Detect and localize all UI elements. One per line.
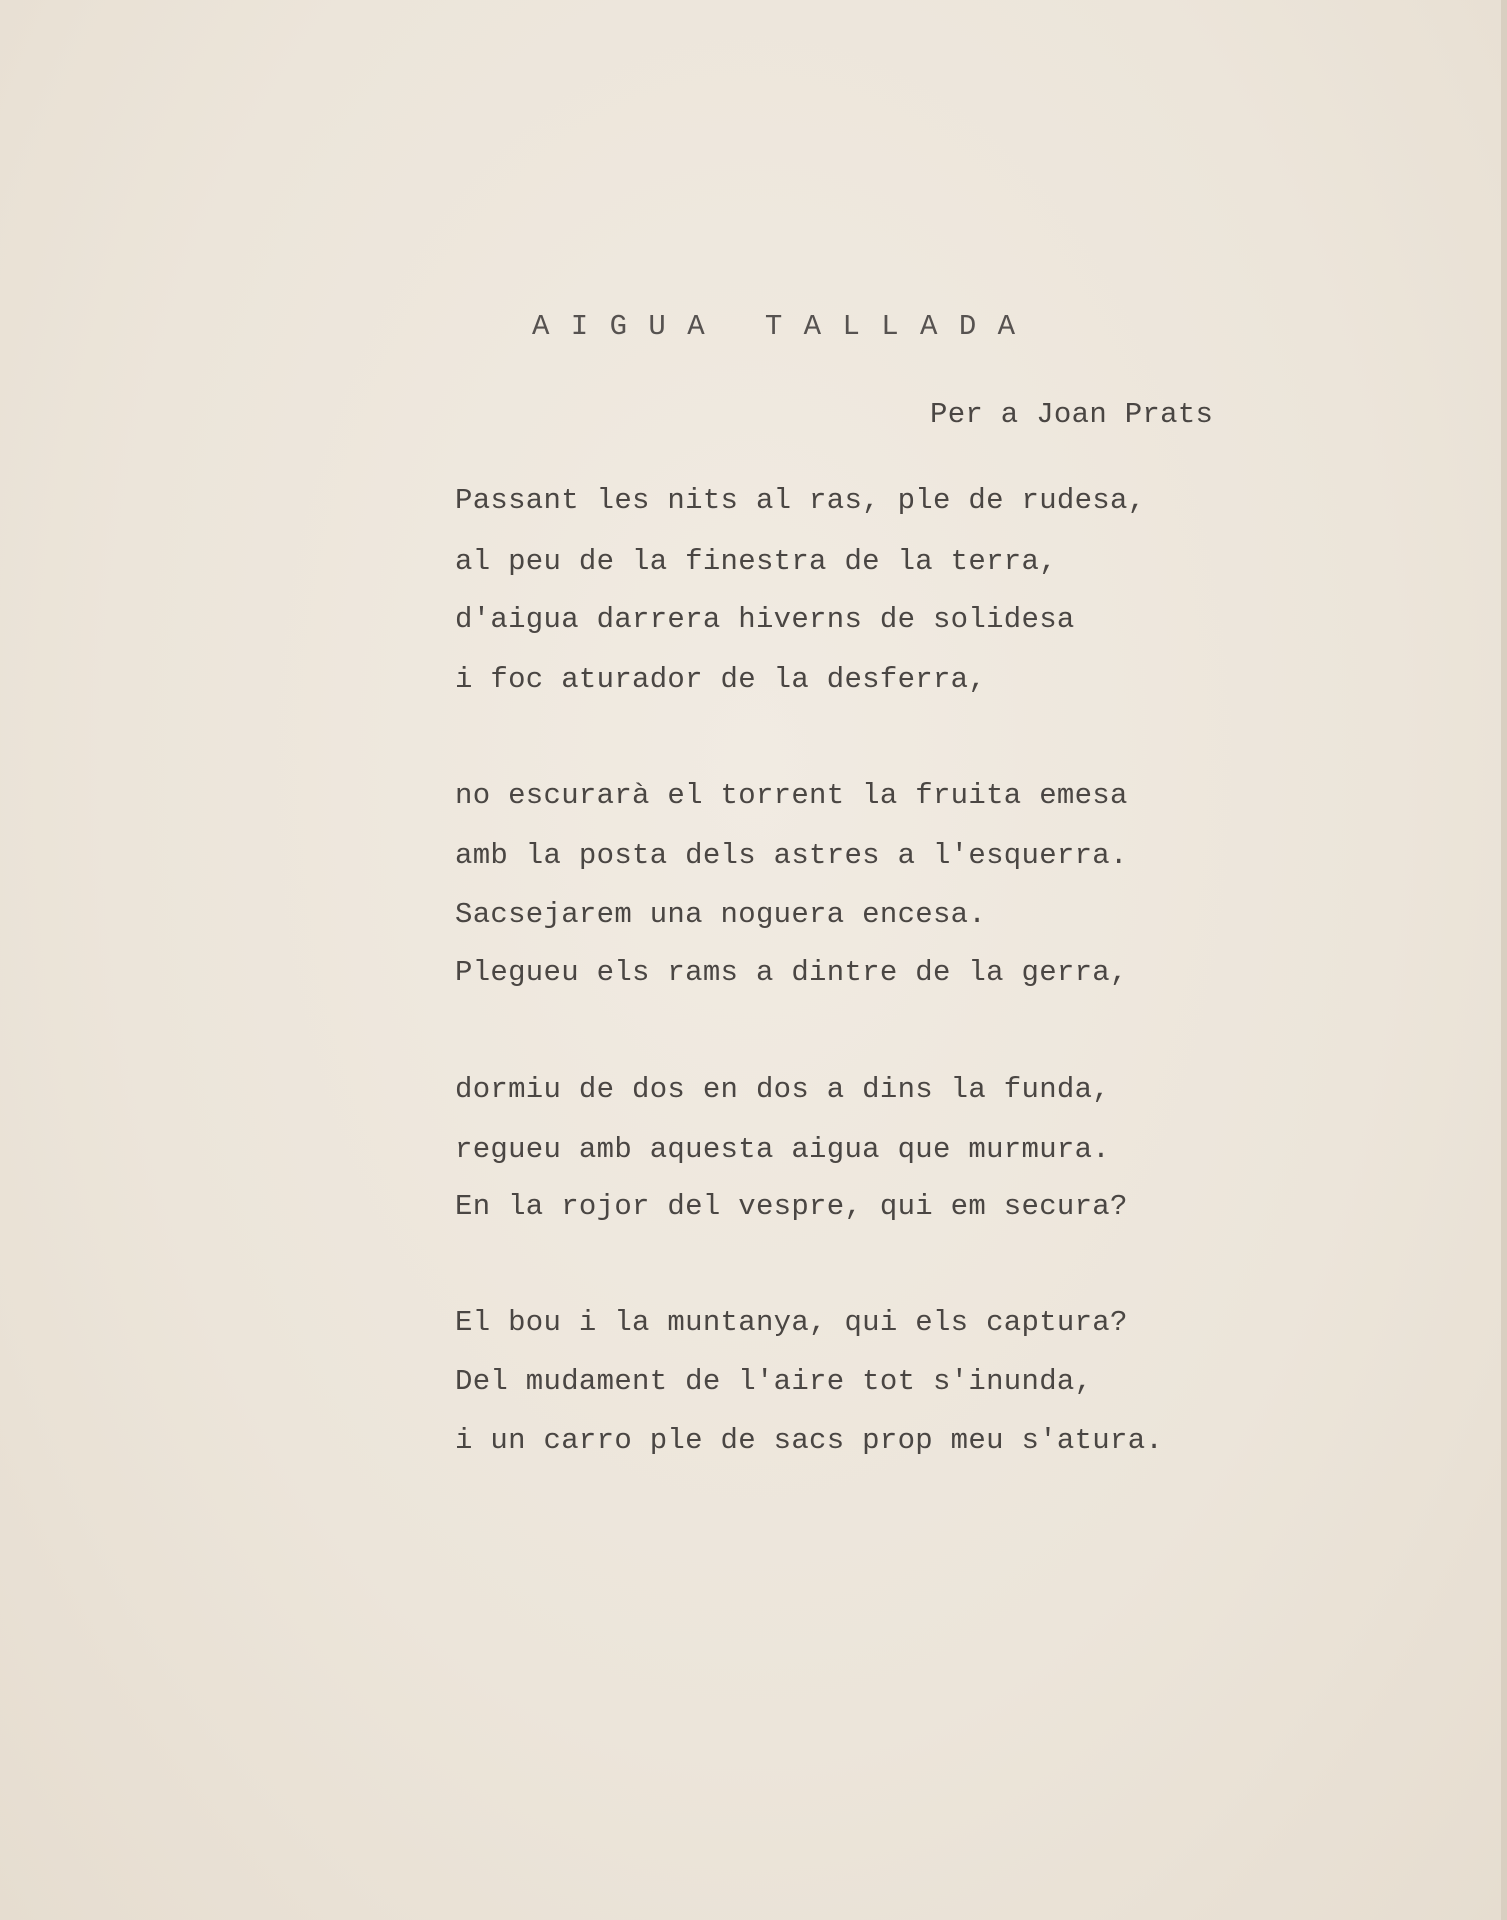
poem-title: A I G U A T A L L A D A <box>532 310 1018 343</box>
poem-line: Passant les nits al ras, ple de rudesa, <box>455 484 1146 517</box>
poem-line: regueu amb aquesta aigua que murmura. <box>455 1133 1111 1166</box>
poem-line: Sacsejarem una noguera encesa. <box>455 898 987 931</box>
poem-line: El bou i la muntanya, qui els captura? <box>455 1306 1128 1339</box>
poem-line: amb la posta dels astres a l'esquerra. <box>455 839 1128 872</box>
poem-line: d'aigua darrera hiverns de solidesa <box>455 603 1075 636</box>
poem-line: Plegueu els rams a dintre de la gerra, <box>455 956 1128 989</box>
poem-line: dormiu de dos en dos a dins la funda, <box>455 1073 1111 1106</box>
poem-line: al peu de la finestra de la terra, <box>455 545 1057 578</box>
dedication: Per a Joan Prats <box>930 398 1214 431</box>
poem-line: En la rojor del vespre, qui em secura? <box>455 1190 1128 1223</box>
poem-line: i un carro ple de sacs prop meu s'atura. <box>455 1424 1164 1457</box>
poem-line: i foc aturador de la desferra, <box>455 663 987 696</box>
poem-line: Del mudament de l'aire tot s'inunda, <box>455 1365 1093 1398</box>
poem-line: no escurarà el torrent la fruita emesa <box>455 779 1128 812</box>
paper-edge <box>1501 0 1507 1920</box>
